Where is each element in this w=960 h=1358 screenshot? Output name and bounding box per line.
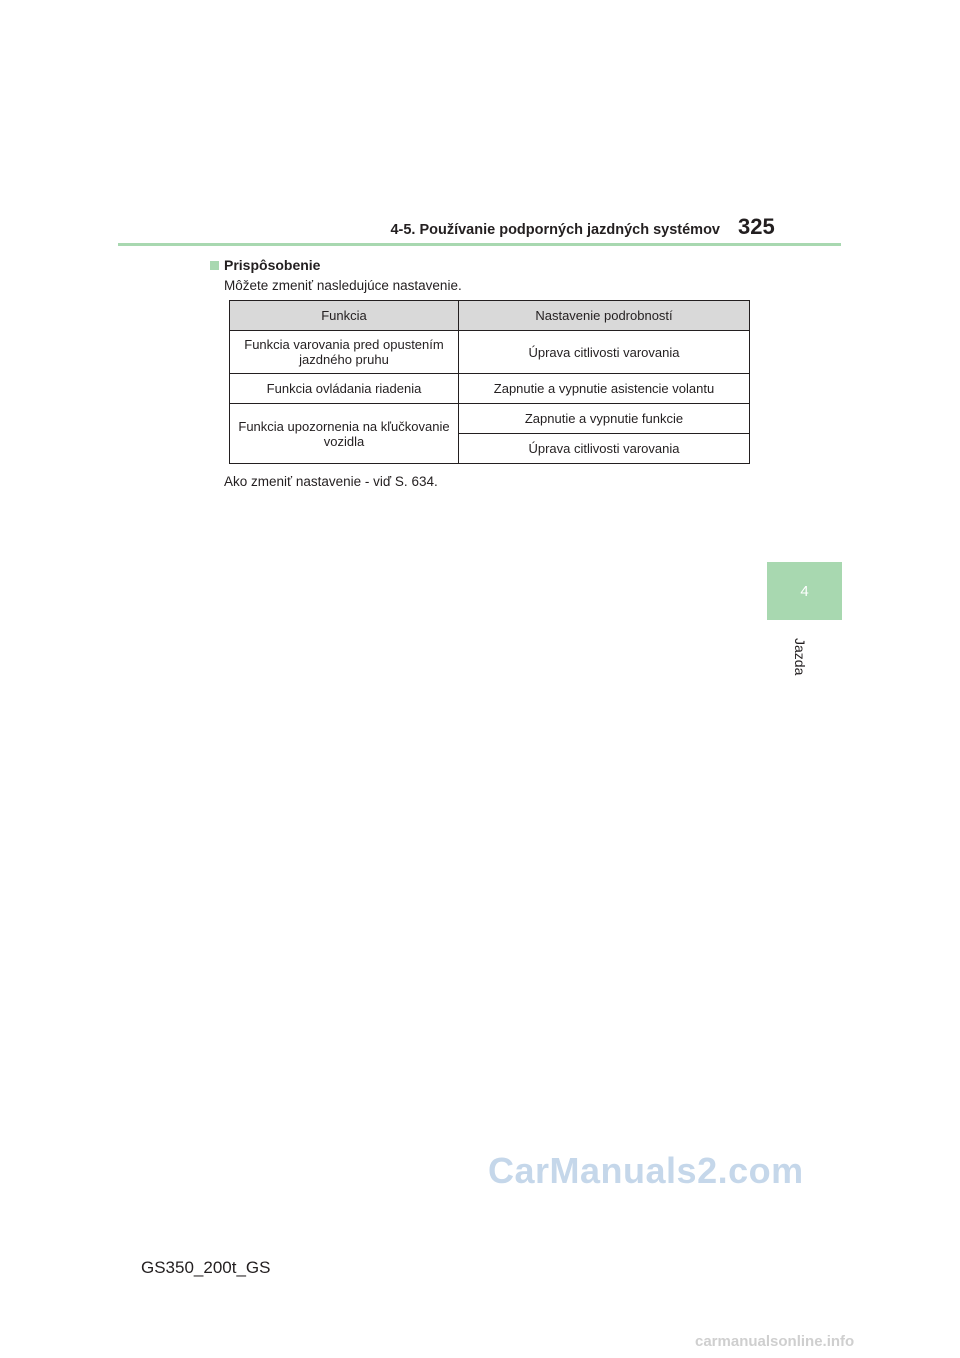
chapter-tab	[767, 562, 842, 620]
table-cell-setting: Úprava citlivosti varovania	[459, 331, 750, 374]
table-cell-function: Funkcia ovládania riadenia	[230, 374, 459, 404]
table-cell-function: Funkcia varovania pred opustením jazdného pruhu	[230, 331, 459, 374]
footer-note: Ako zmeniť nastavenie - viď S. 634.	[224, 474, 438, 489]
model-code: GS350_200t_GS	[141, 1258, 271, 1277]
table-cell-setting: Úprava citlivosti varovania	[459, 434, 750, 464]
table-cell-function: Funkcia upozornenia na kľučkovanie vozidla	[230, 404, 459, 464]
section-heading-text: Prispôsobenie	[224, 257, 321, 273]
watermark-logo[interactable]: CarManuals2.com	[488, 1150, 804, 1191]
table-cell-setting: Zapnutie a vypnutie funkcie	[459, 404, 750, 434]
table-row	[230, 374, 750, 404]
table-row	[230, 404, 750, 434]
section-heading	[210, 257, 320, 273]
intro-text: Môžete zmeniť nasledujúce nastavenie.	[224, 278, 462, 293]
column-header-setting: Nastavenie podrobností	[459, 301, 750, 331]
table-row	[230, 331, 750, 374]
settings-table	[229, 300, 750, 464]
header-divider	[118, 243, 841, 246]
chapter-number: 4	[800, 582, 809, 600]
chapter-label: Jazda	[792, 638, 808, 676]
page-number: 325	[738, 214, 775, 239]
table-header-row	[230, 301, 750, 331]
header-section-title: 4-5. Používanie podporných jazdných systémov	[390, 222, 720, 238]
table-cell-setting: Zapnutie a vypnutie asistencie volantu	[459, 374, 750, 404]
watermark-url[interactable]: carmanualsonline.info	[695, 1333, 855, 1350]
square-bullet-icon	[210, 261, 219, 270]
column-header-function: Funkcia	[230, 301, 459, 331]
